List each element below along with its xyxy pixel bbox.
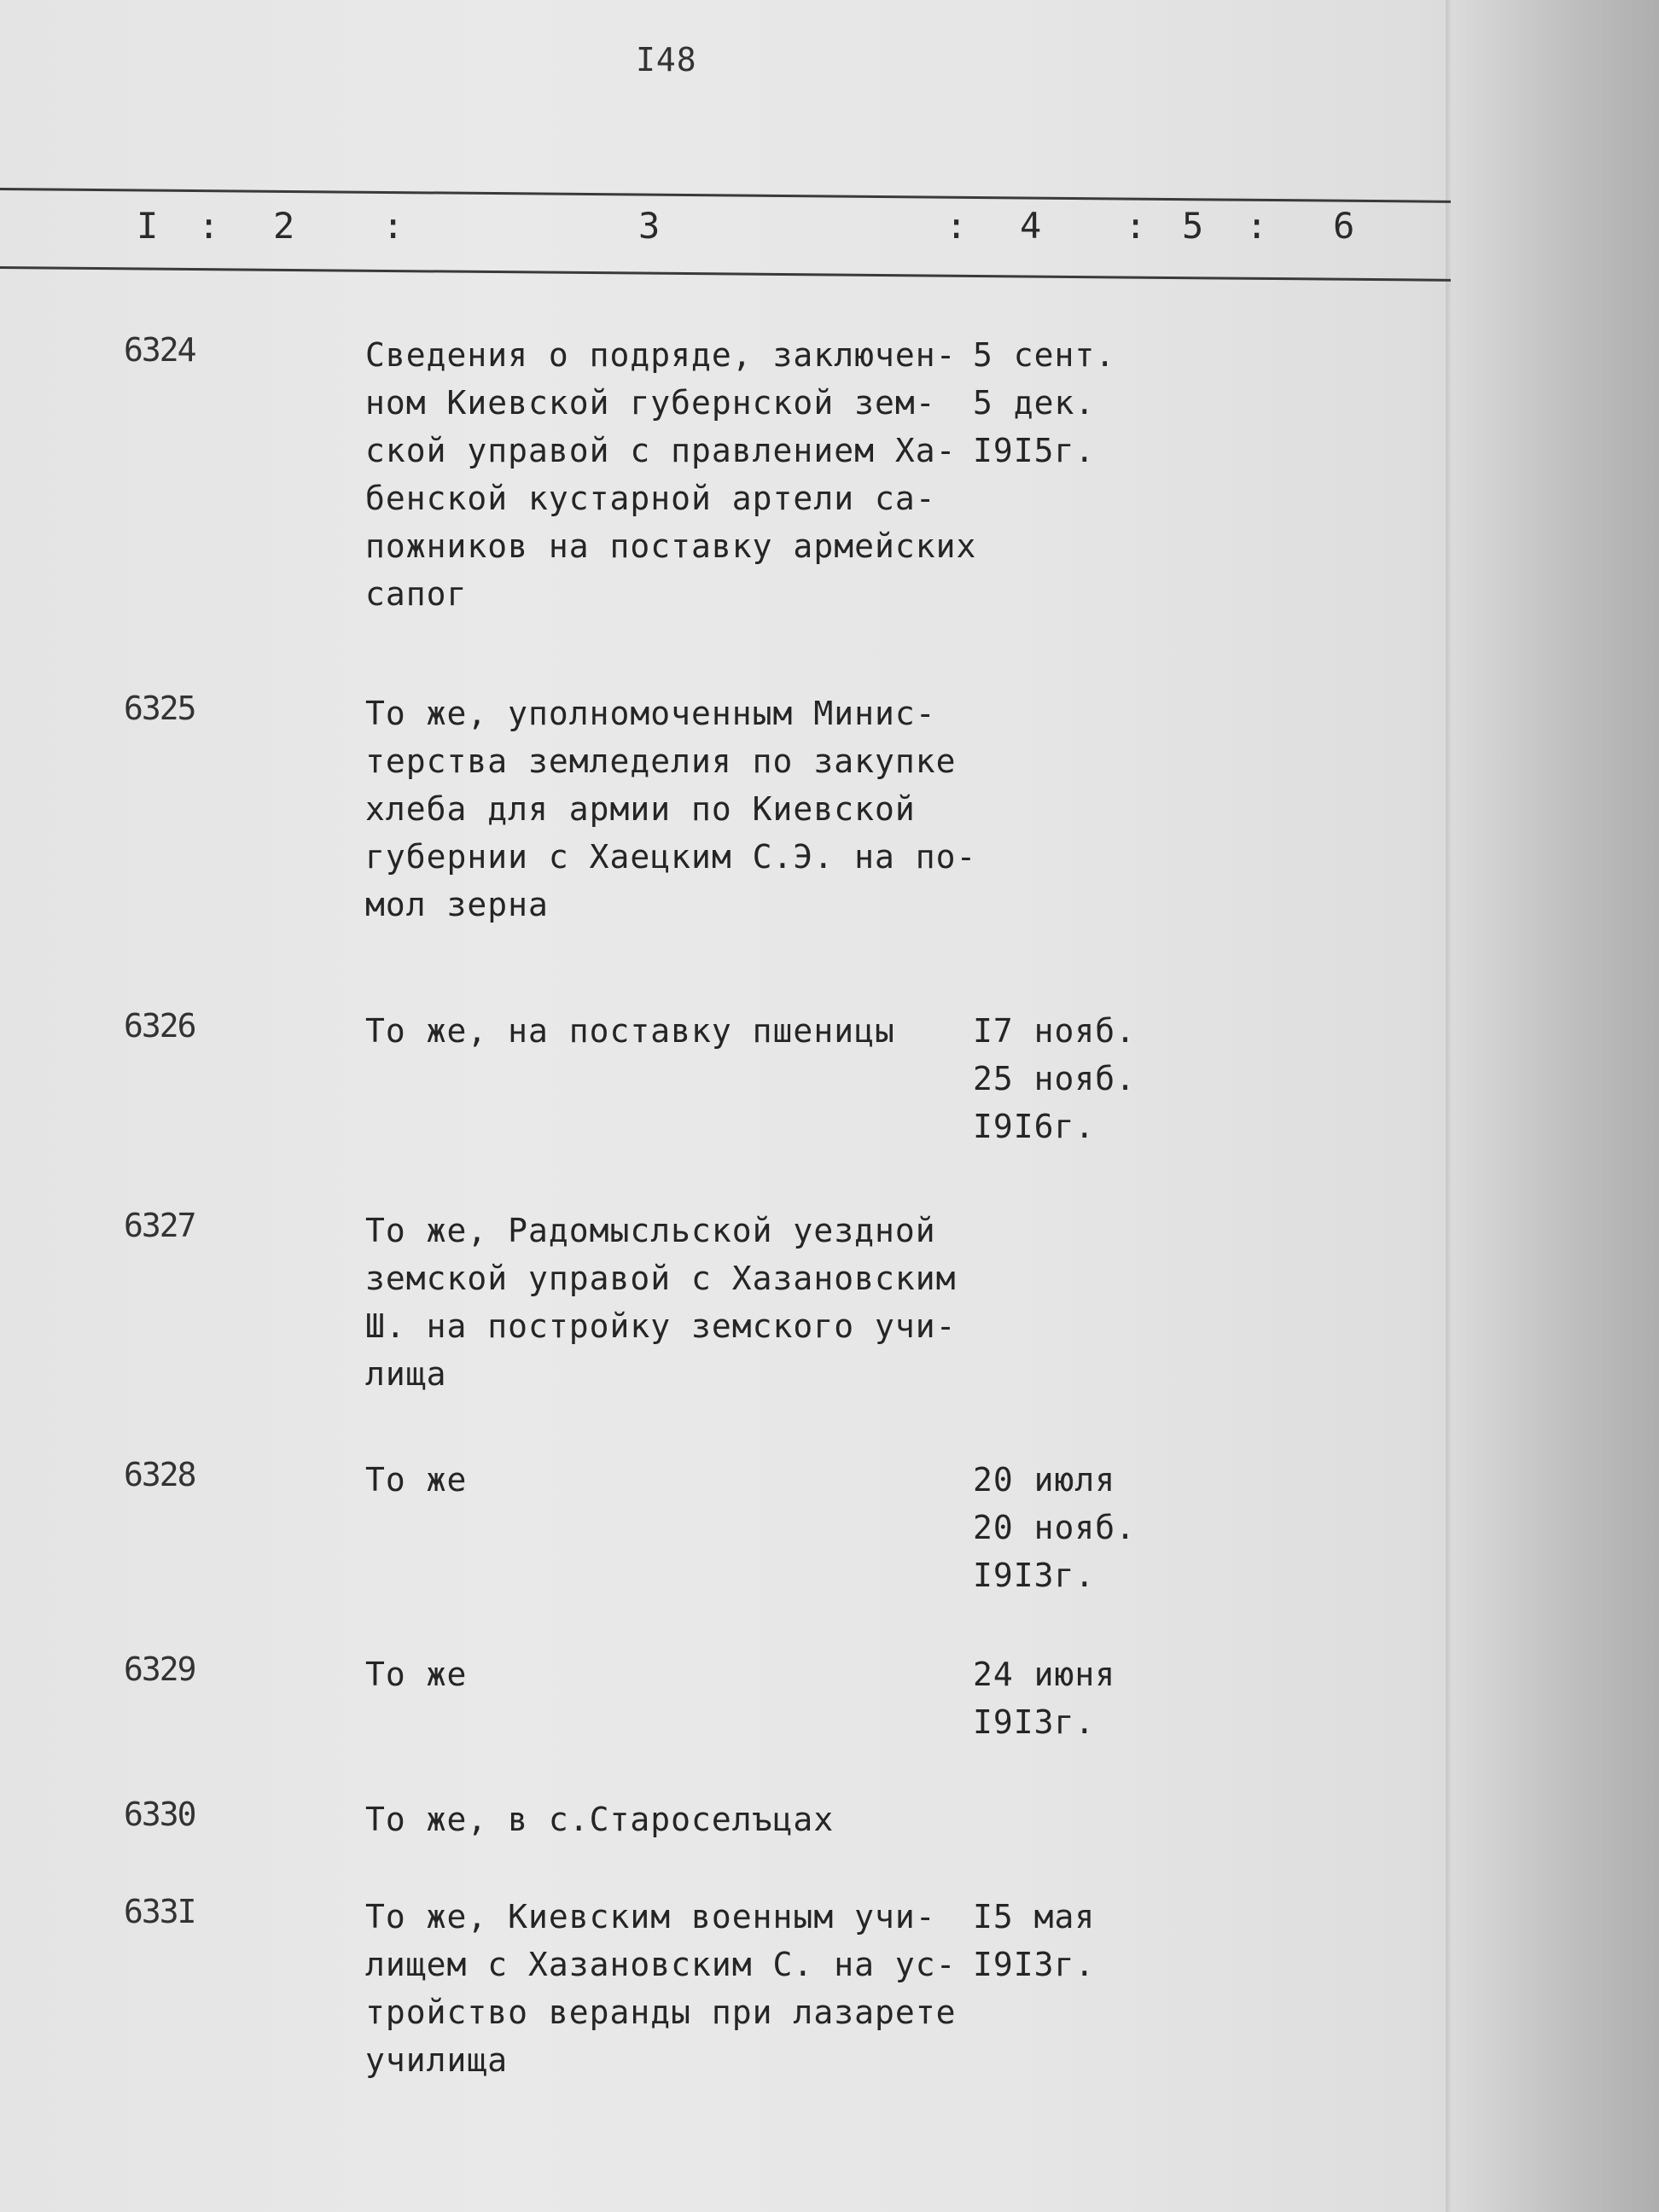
record-description: То же (365, 1461, 468, 1499)
record-number: 6328 (124, 1456, 195, 1493)
record-number: 6327 (124, 1207, 195, 1244)
column-header-4: 4 (1020, 205, 1042, 247)
record-number: 6330 (124, 1796, 195, 1833)
column-separator: : (382, 205, 405, 247)
record-description: То же, Киевским военным учи- лищем с Хазановским С. на ус- тройство веранды при лазарете училища (365, 1898, 957, 2079)
record-number: 633I (124, 1893, 195, 1930)
record-description: То же (365, 1656, 468, 1693)
column-separator: : (1246, 205, 1268, 247)
record-description: То же, в с.Староселъцах (365, 1801, 835, 1838)
column-separator: : (946, 205, 968, 247)
record-description: То же, Радомысльской уездной земской управой с Хазановским Ш. на постройку земского учи- лища (365, 1212, 957, 1393)
record-dates: I7 нояб. 25 нояб. I9I6г. (973, 1012, 1137, 1145)
record-description: То же, уполномоченным Минис- терства земледелия по закупке хлеба для армии по Киевской губернии с Хаецким С.Э. на по- мол зерна (365, 695, 977, 923)
record-description: То же, на поставку пшеницы (365, 1012, 895, 1050)
record-description: Сведения о подряде, заключен- ном Киевской губернской зем- ской управой с правлением Ха- бенской кустарной артели са- пожников на поставку армейских сапог (365, 336, 977, 613)
record-number: 6326 (124, 1007, 195, 1045)
page-edge-shadow (1446, 0, 1659, 2212)
record-dates: 5 сент. 5 дек. I9I5г. (973, 336, 1116, 469)
record-number: 6324 (124, 331, 195, 369)
column-header-6: 6 (1333, 205, 1355, 247)
column-header-1: I (137, 205, 159, 247)
table-header-bottom-rule (0, 266, 1451, 282)
record-number: 6329 (124, 1650, 195, 1688)
column-separator: : (198, 205, 220, 247)
column-header-3: 3 (638, 205, 661, 247)
record-number: 6325 (124, 690, 195, 727)
table-header-top-rule (0, 188, 1451, 203)
page-fold-line (1446, 0, 1451, 2212)
record-dates: 24 июня I9I3г. (973, 1656, 1116, 1741)
column-header-2: 2 (273, 205, 295, 247)
column-header-5: 5 (1182, 205, 1204, 247)
record-dates: I5 мая I9I3г. (973, 1898, 1096, 1983)
column-header-row (0, 205, 1451, 256)
record-dates: 20 июля 20 нояб. I9I3г. (973, 1461, 1137, 1594)
page-number: I48 (636, 41, 697, 79)
column-separator: : (1125, 205, 1147, 247)
